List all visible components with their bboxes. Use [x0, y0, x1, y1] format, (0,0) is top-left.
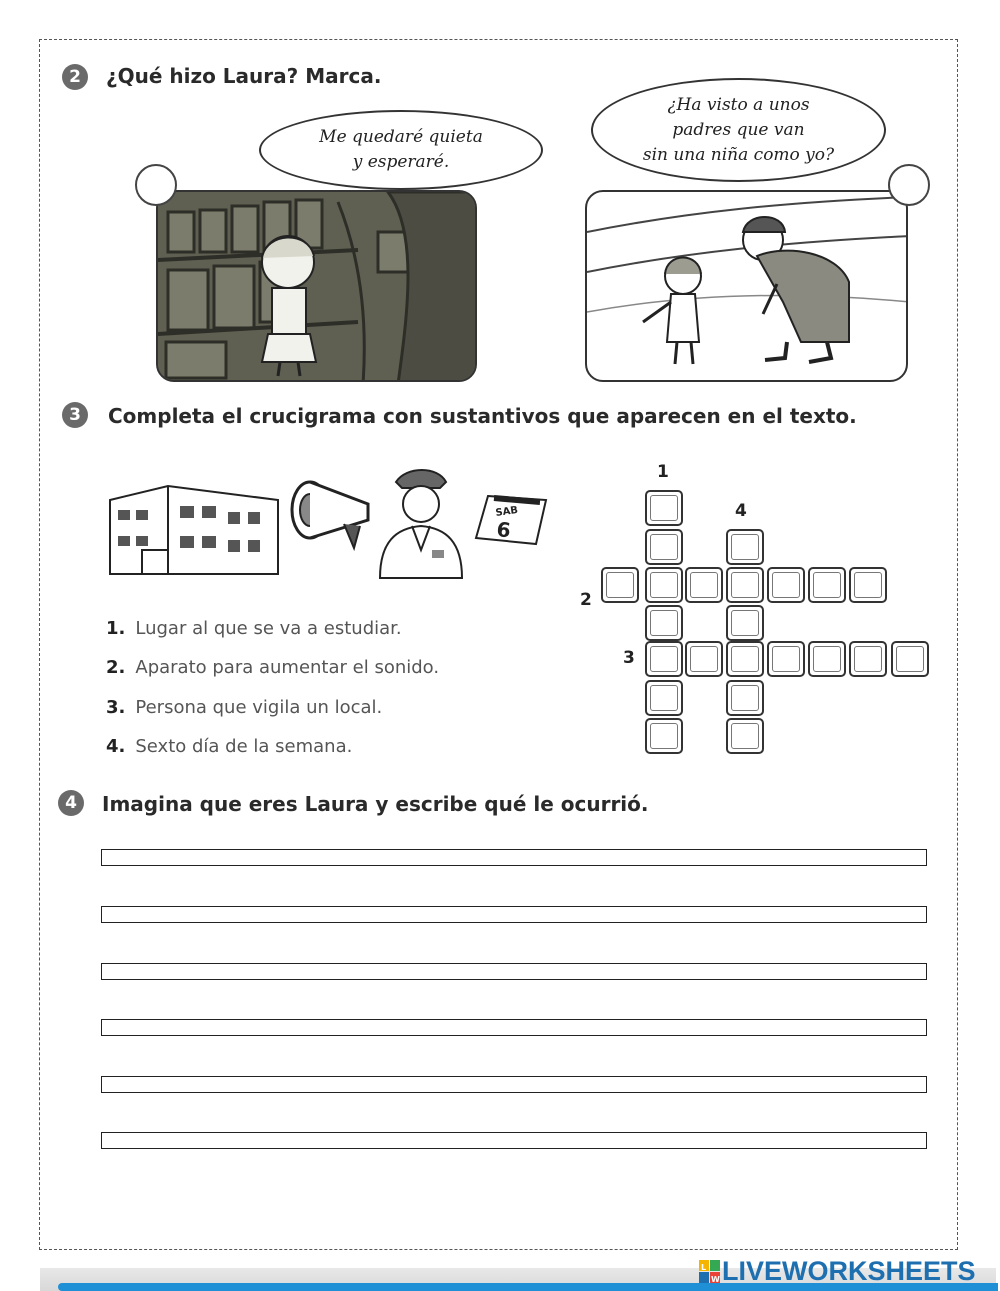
answer-input-line[interactable]: [101, 1076, 927, 1093]
school-building-illustration: [108, 480, 280, 578]
crossword-number-3: 3: [623, 648, 635, 668]
crossword-cell[interactable]: [891, 641, 929, 677]
megaphone-illustration: [288, 474, 380, 552]
crossword-cell[interactable]: [645, 529, 683, 565]
store-scene-illustration: [158, 192, 477, 382]
section-2-title: ¿Qué hizo Laura? Marca.: [106, 64, 382, 88]
crossword-cell[interactable]: [849, 567, 887, 603]
section-3-title: Completa el crucigrama con sustantivos que aparecen en el texto.: [108, 404, 857, 428]
section-4-title: Imagina que eres Laura y escribe qué le ocurrió.: [102, 792, 649, 816]
clue-2: 2. Aparato para aumentar el sonido.: [106, 657, 440, 678]
scene-right-panel: [585, 190, 908, 382]
crossword-number-2: 2: [580, 590, 592, 610]
answer-input-line[interactable]: [101, 1132, 927, 1149]
mark-option-left[interactable]: [135, 164, 177, 206]
answer-input-line[interactable]: [101, 906, 927, 923]
crossword-cell[interactable]: [849, 641, 887, 677]
answer-input-line[interactable]: [101, 849, 927, 866]
crossword-cell[interactable]: [767, 641, 805, 677]
crossword-number-4: 4: [735, 501, 747, 521]
liveworksheets-logo-icon: [699, 1260, 721, 1284]
crossword-cell[interactable]: [808, 641, 846, 677]
section-4-number: 4: [58, 790, 84, 816]
crossword-cell[interactable]: [726, 718, 764, 754]
crossword-cell[interactable]: [726, 641, 764, 677]
section-2-number: 2: [62, 64, 88, 90]
svg-text:W: W: [711, 1275, 720, 1284]
clue-3: 3. Persona que vigila un local.: [106, 697, 383, 718]
speech-bubble-left: Me quedaré quieta y esperaré.: [259, 110, 543, 190]
answer-input-line[interactable]: [101, 963, 927, 980]
calendar-day-number: 6: [495, 517, 512, 543]
crossword-cell[interactable]: [645, 680, 683, 716]
crossword-cell[interactable]: [645, 718, 683, 754]
crossword-cell[interactable]: [726, 529, 764, 565]
section-3-number: 3: [62, 402, 88, 428]
answer-input-line[interactable]: [101, 1019, 927, 1036]
liveworksheets-brand[interactable]: LIVEWORKSHEETS: [722, 1256, 976, 1286]
crossword-number-1: 1: [657, 462, 669, 482]
svg-text:L: L: [701, 1263, 707, 1272]
crossword-cell[interactable]: [767, 567, 805, 603]
guard-scene-illustration: [587, 192, 908, 382]
security-guard-illustration: [376, 466, 466, 580]
calendar-illustration: [474, 494, 548, 546]
crossword-cell[interactable]: [645, 641, 683, 677]
crossword-cell[interactable]: [645, 490, 683, 526]
crossword-cell[interactable]: [726, 605, 764, 641]
calendar-day-label: SAB: [494, 504, 519, 519]
mark-option-right[interactable]: [888, 164, 930, 206]
clue-1: 1. Lugar al que se va a estudiar.: [106, 618, 402, 639]
clue-4: 4. Sexto día de la semana.: [106, 736, 353, 757]
scene-left-panel: [156, 190, 477, 382]
crossword-cell[interactable]: [685, 567, 723, 603]
crossword-cell[interactable]: [685, 641, 723, 677]
crossword-cell[interactable]: [808, 567, 846, 603]
crossword-cell[interactable]: [726, 680, 764, 716]
speech-bubble-right: ¿Ha visto a unos padres que van sin una niña como yo?: [591, 78, 886, 182]
crossword-cell[interactable]: [645, 567, 683, 603]
crossword-cell[interactable]: [726, 567, 764, 603]
crossword-cell[interactable]: [645, 605, 683, 641]
crossword-cell[interactable]: [601, 567, 639, 603]
